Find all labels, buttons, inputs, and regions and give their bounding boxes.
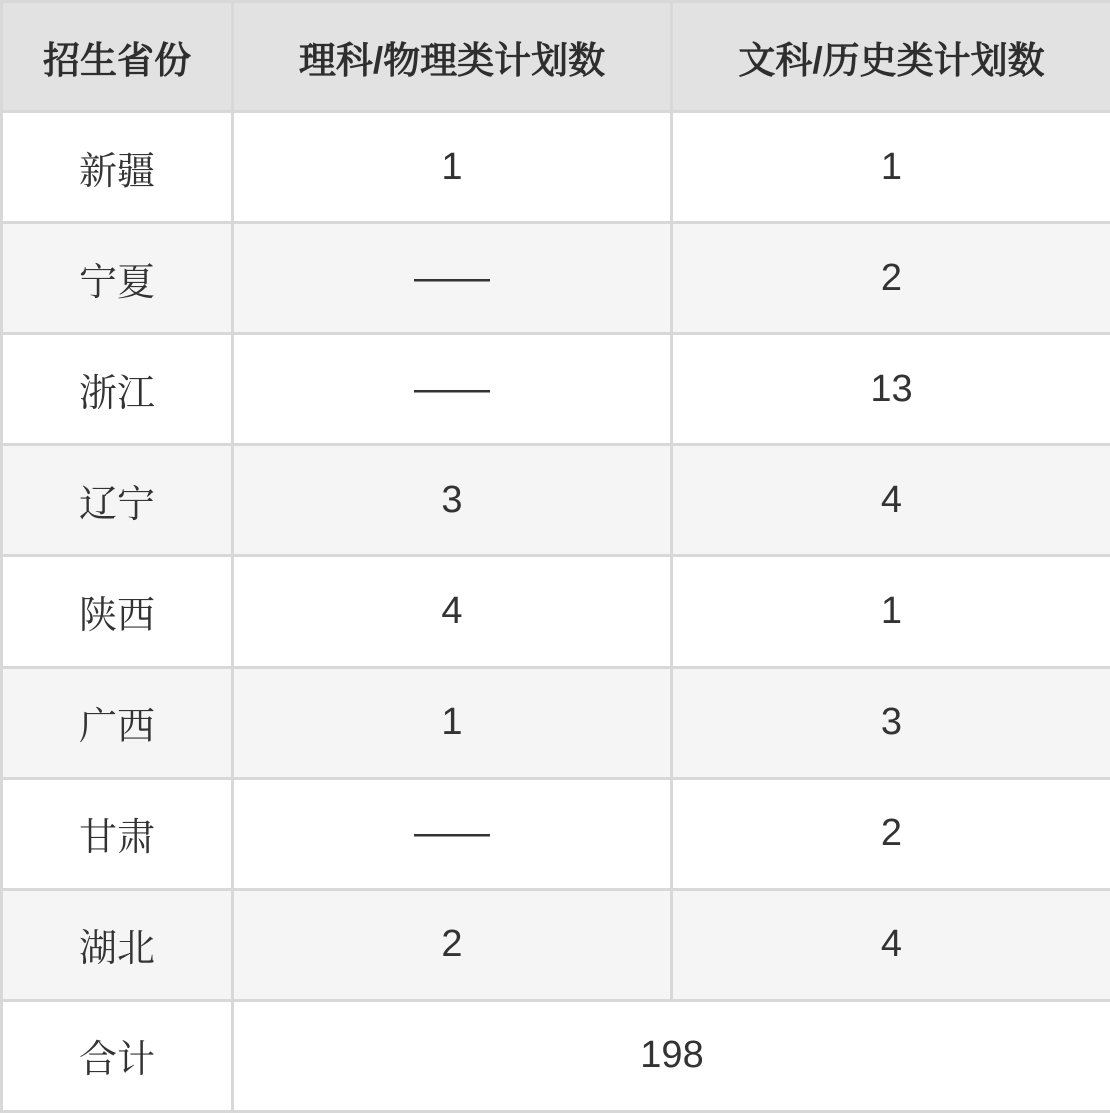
province-cell: 甘肃 — [2, 778, 233, 889]
total-value-cell: 198 — [233, 1000, 1110, 1111]
science-plan-cell: —— — [233, 334, 672, 445]
table-row — [2, 334, 1110, 445]
total-label-cell: 合计 — [2, 1000, 233, 1111]
science-plan-cell: 4 — [233, 556, 672, 667]
table-row — [2, 445, 1110, 556]
table-row — [2, 112, 1110, 223]
column-header-province: 招生省份 — [2, 2, 233, 112]
arts-plan-cell: 4 — [672, 889, 1110, 1000]
table-row — [2, 223, 1110, 334]
table-row — [2, 889, 1110, 1000]
science-plan-cell: —— — [233, 778, 672, 889]
table-row — [2, 556, 1110, 667]
province-cell: 新疆 — [2, 112, 233, 223]
total-row — [2, 1000, 1110, 1111]
province-cell: 辽宁 — [2, 445, 233, 556]
science-plan-cell: 1 — [233, 667, 672, 778]
science-plan-cell: 1 — [233, 112, 672, 223]
science-plan-cell: 3 — [233, 445, 672, 556]
province-cell: 湖北 — [2, 889, 233, 1000]
province-cell: 陕西 — [2, 556, 233, 667]
arts-plan-cell: 2 — [672, 778, 1110, 889]
province-cell: 广西 — [2, 667, 233, 778]
province-cell: 宁夏 — [2, 223, 233, 334]
arts-plan-cell: 13 — [672, 334, 1110, 445]
arts-plan-cell: 1 — [672, 556, 1110, 667]
column-header-arts-plans: 文科/历史类计划数 — [672, 2, 1110, 112]
arts-plan-cell: 1 — [672, 112, 1110, 223]
header-row — [2, 2, 1110, 112]
table-row — [2, 778, 1110, 889]
column-header-science-plans: 理科/物理类计划数 — [233, 2, 672, 112]
science-plan-cell: —— — [233, 223, 672, 334]
arts-plan-cell: 2 — [672, 223, 1110, 334]
arts-plan-cell: 3 — [672, 667, 1110, 778]
province-cell: 浙江 — [2, 334, 233, 445]
arts-plan-cell: 4 — [672, 445, 1110, 556]
table-row — [2, 667, 1110, 778]
science-plan-cell: 2 — [233, 889, 672, 1000]
